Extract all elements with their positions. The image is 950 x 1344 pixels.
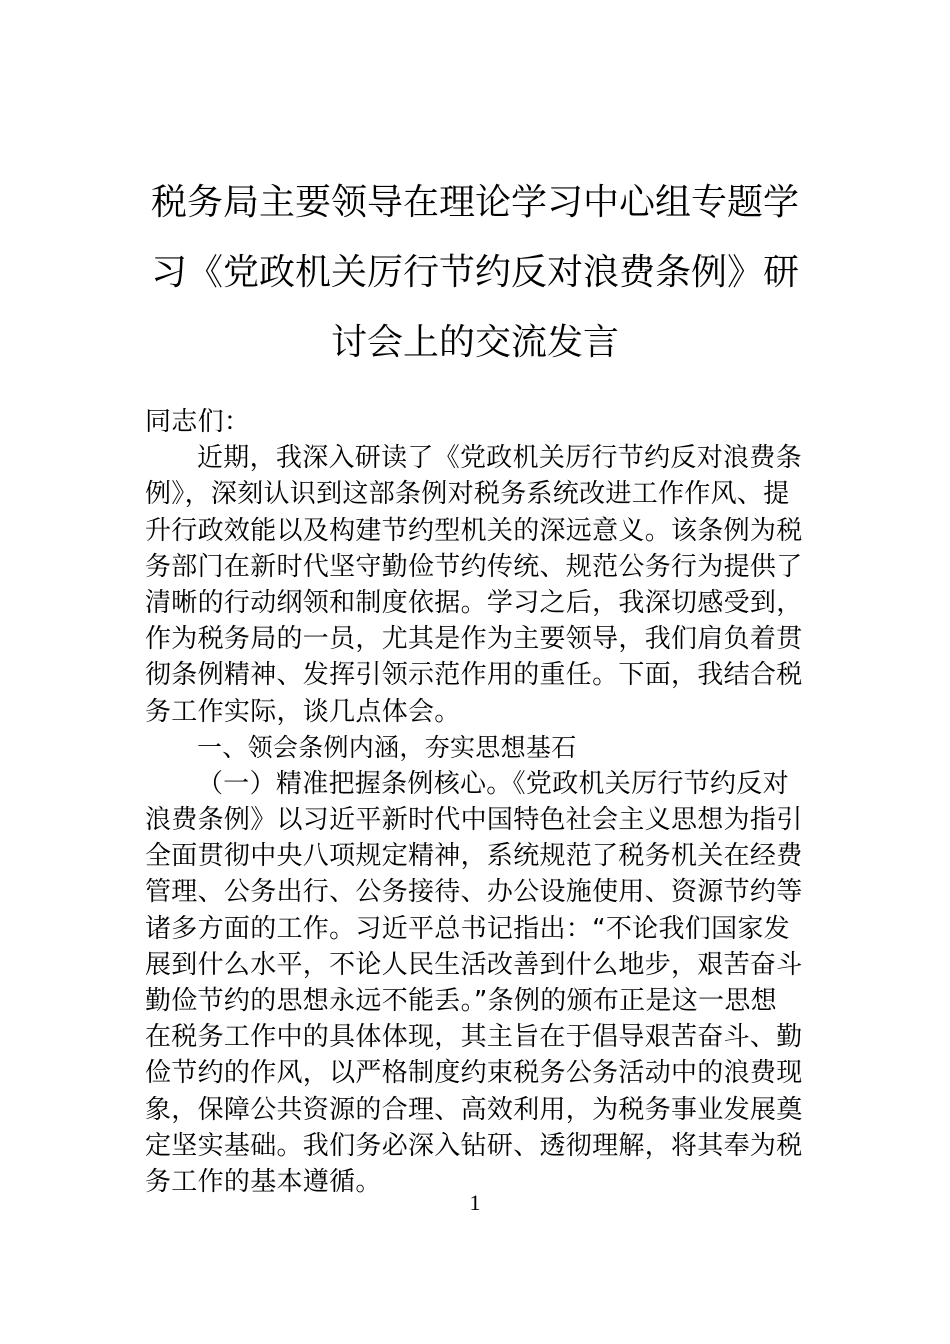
paragraph-line: 定坚实基础。我们务必深入钻研、透彻理解，将其奉为税 [145,1130,803,1161]
paragraph-line: 勤俭节约的思想永远不能丢。”条例的颁布正是这一思想 [145,986,777,1016]
title-line-3: 讨会上的交流发言 [330,322,619,363]
paragraph-line: 俭节约的作风，以严格制度约束税务公务活动中的浪费现 [145,1058,803,1089]
paragraph-line: 彻条例精神、发挥引领示范作用的重任。下面，我结合税 [145,660,803,691]
paragraph-line: 诸多方面的工作。习近平总书记指出：“不论我们国家发 [145,913,790,944]
paragraph-line: 近期，我深入研读了《党政机关厉行节约反对浪费条 [197,443,802,474]
paragraph-line: 务工作实际，谈几点体会。 [145,696,461,727]
paragraph-line: 管理、公务出行、公务接待、办公设施使用、资源节约等 [145,877,803,908]
paragraph-line: 升行政效能以及构建节约型机关的深远意义。该条例为税 [145,515,803,546]
paragraph-line: 作为税务局的一员，尤其是作为主要领导，我们肩负着贯 [145,624,803,655]
paragraph-line: 展到什么水平，不论人民生活改善到什么地步，艰苦奋斗 [145,949,803,980]
paragraph-line: 全面贯彻中央八项规定精神，系统规范了税务机关在经费 [145,841,803,872]
title-line-2: 习《党政机关厉行节约反对浪费条例》研 [150,252,799,293]
title-line-1: 税务局主要领导在理论学习中心组专题学 [150,182,799,223]
paragraph-line: 象，保障公共资源的合理、高效利用，为税务事业发展奠 [145,1094,803,1125]
document-title [140,168,810,378]
paragraph-line: 务工作的基本遵循。 [145,1166,382,1197]
section-heading: 一、领会条例内涵，夯实思想基石 [197,732,577,762]
paragraph-line: 浪费条例》以习近平新时代中国特色社会主义思想为指引 [145,805,803,836]
paragraph-line: 清晰的行动纲领和制度依据。学习之后，我深切感受到， [145,587,803,618]
paragraph-line: 在税务工作中的具体体现，其主旨在于倡导艰苦奋斗、勤 [145,1022,803,1053]
document-body [145,404,810,1200]
page-number: 1 [469,1190,481,1215]
salutation: 同志们： [145,407,251,437]
paragraph-line: （一）精准把握条例核心。《党政机关厉行节约反对 [197,768,789,799]
paragraph-line: 例》，深刻认识到这部条例对税务系统改进工作作风、提 [145,479,790,510]
paragraph-line: 务部门在新时代坚守勤俭节约传统、规范公务行为提供了 [145,551,803,582]
